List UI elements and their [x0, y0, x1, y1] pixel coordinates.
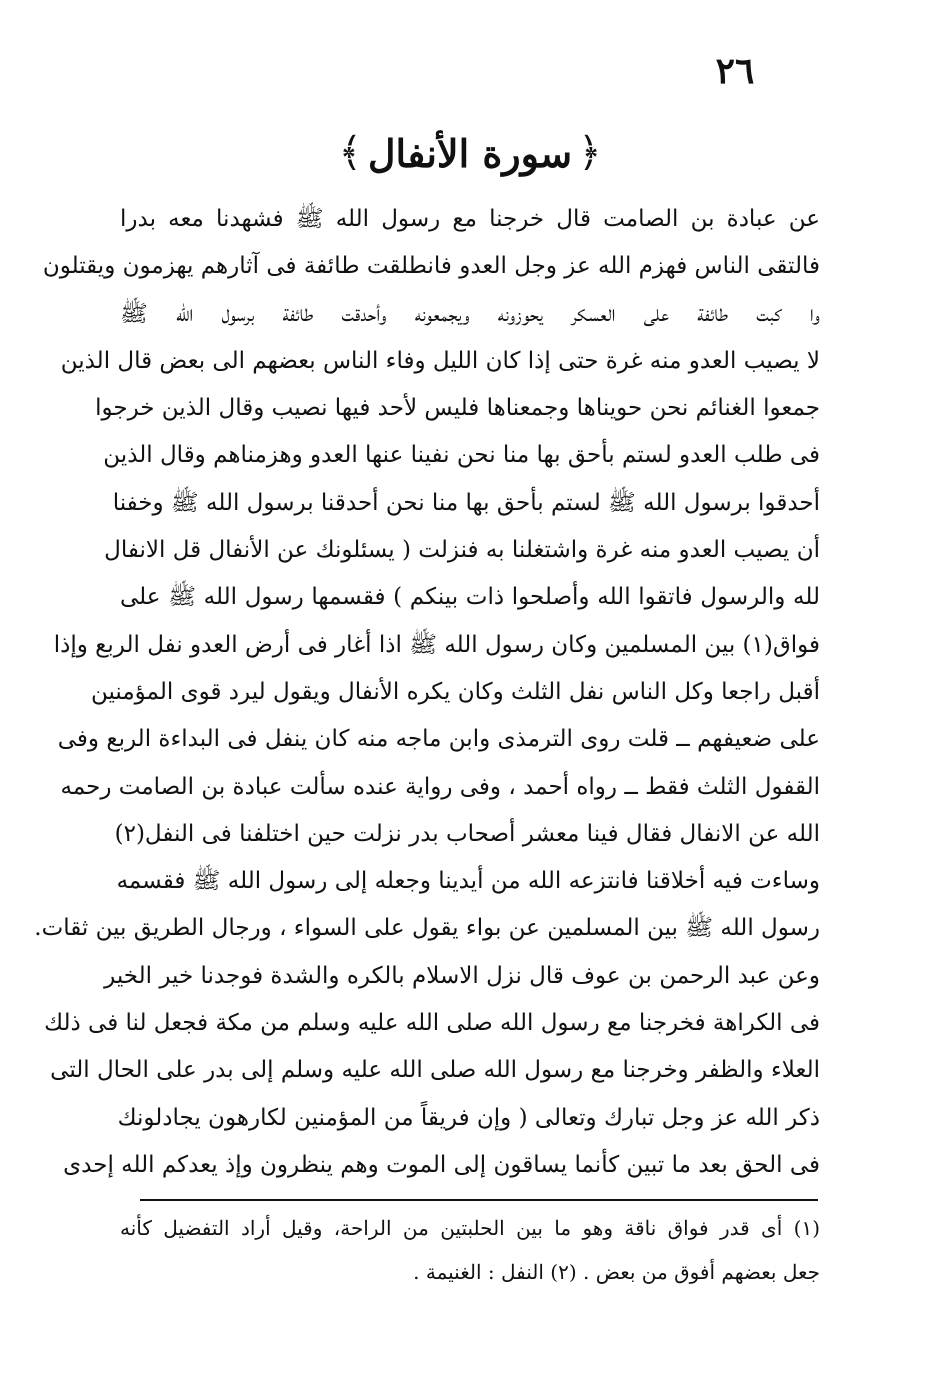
- footnote-divider: [140, 1199, 818, 1201]
- chapter-heading: [320, 118, 620, 188]
- text-line: لله والرسول فاتقوا الله وأصلحوا ذات بينكم ) فقسمها رسول الله ﷺ على: [120, 584, 820, 611]
- text-line: أحدقوا برسول الله ﷺ لستم بأحق بها منا نحن أحدقنا برسول الله ﷺ وخفنا: [112, 489, 820, 516]
- main-text: [34, 196, 820, 1189]
- chapter-title: سورة الأنفال: [367, 130, 573, 176]
- text-line: العلاء والظفر وخرجنا مع رسول الله صلى الله عليه وسلم إلى بدر على الحال التى: [50, 1057, 820, 1084]
- text-line: فالتقى الناس فهزم الله عز وجل العدو فانطلقت طائفة فى آثارهم يهزمون ويقتلون: [42, 253, 820, 280]
- text-line: لا يصيب العدو منه غرة حتى إذا كان الليل وفاء الناس بعضهم الى بعض قال الذين: [60, 347, 820, 374]
- text-line: رسول الله ﷺ بين المسلمين عن بواء يقول على السواء ، ورجال الطريق بين ثقات.: [34, 915, 820, 942]
- text-line: وا كبت طائفة على العسكر يحوزونه ويجمعونه وأحدقت طائفة برسول الله ﷺ: [120, 300, 820, 327]
- footnote-line: (١) أى قدر فواق ناقة وهو ما بين الحلبتين من الراحة، وقيل أراد التفضيل كأنه: [120, 1216, 820, 1240]
- text-line: فى الكراهة فخرجنا مع رسول الله صلى الله عليه وسلم من مكة فجعل لنا فى ذلك: [44, 1010, 820, 1037]
- heading-open-bracket: ﴿: [578, 130, 602, 176]
- footnote-line: جعل بعضهم أفوق من بعض . (٢) النفل : الغنيمة .: [413, 1260, 820, 1284]
- footnotes: [120, 1206, 820, 1294]
- text-line: على ضعيفهم ــ قلت روى الترمذى وابن ماجه منه كان ينفل فى البداءة الربع وفى: [57, 726, 820, 753]
- text-line: فواق(١) بين المسلمين وكان رسول الله ﷺ اذا أغار فى أرض العدو نفل الربع وإذا: [53, 631, 820, 658]
- text-line: عن عبادة بن الصامت قال خرجنا مع رسول الله ﷺ فشهدنا معه بدرا: [120, 206, 820, 232]
- text-line: فى الحق بعد ما تبين كأنما يساقون إلى الموت وهم ينظرون وإذ يعدكم الله إحدى: [63, 1151, 820, 1178]
- text-line: أقبل راجعا وكل الناس نفل الثلث وكان يكره الأنفال ويقول ليرد قوى المؤمنين: [90, 678, 820, 705]
- text-line: أن يصيب العدو منه غرة واشتغلنا به فنزلت ( يسئلونك عن الأنفال قل الانفال: [104, 537, 820, 564]
- text-line: ذكر الله عز وجل تبارك وتعالى ( وإن فريقاً من المؤمنين لكارهون يجادلونك: [117, 1104, 820, 1131]
- text-line: جمعوا الغنائم نحن حويناها وجمعناها فليس لأحد فيها نصيب وقال الذين خرجوا: [95, 395, 820, 422]
- text-line: فى طلب العدو لستم بأحق بها منا نحن نفينا عنها العدو وهزمناهم وقال الذين: [103, 442, 820, 469]
- heading-close-bracket: ﴾: [338, 130, 362, 176]
- text-line: وساءت فيه أخلاقنا فانتزعه الله من أيدينا وجعله إلى رسول الله ﷺ فقسمه: [116, 868, 820, 895]
- text-line: وعن عبد الرحمن بن عوف قال نزل الاسلام بالكره والشدة فوجدنا خير الخير: [104, 962, 820, 989]
- text-line: الله عن الانفال فقال فينا معشر أصحاب بدر نزلت حين اختلفنا فى النفل(٢): [114, 820, 820, 847]
- text-line: القفول الثلث فقط ــ رواه أحمد ، وفى رواية عنده سألت عبادة بن الصامت رحمه: [60, 773, 820, 800]
- page-number: ٢٦: [715, 50, 755, 92]
